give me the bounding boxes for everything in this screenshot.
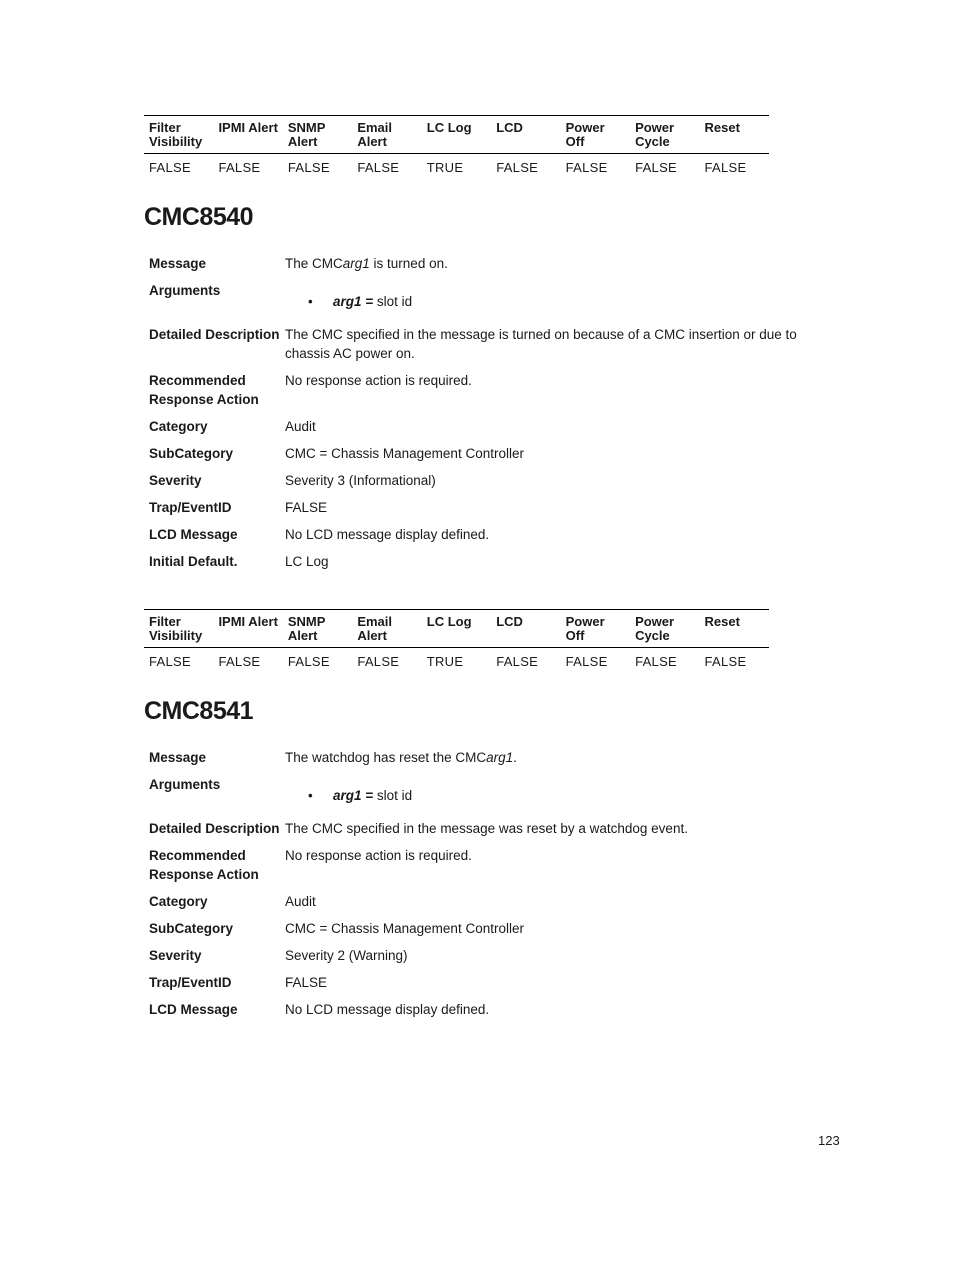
label-arguments: Arguments bbox=[149, 777, 221, 792]
cmc8541-trap-event-id: FALSE bbox=[285, 975, 328, 990]
cmc8541-lcd-message: No LCD message display defined. bbox=[285, 1002, 490, 1017]
value-lcd: FALSE bbox=[496, 654, 539, 669]
label-message: Message bbox=[149, 256, 207, 271]
label-recommended-response-action: Recommended Response Action bbox=[149, 848, 259, 882]
cmc8541-row-category bbox=[144, 892, 834, 919]
value-lcd: FALSE bbox=[496, 160, 539, 175]
label-category: Category bbox=[149, 419, 208, 434]
cmc8541-row-subcategory bbox=[144, 919, 834, 946]
value-ipmi-alert: FALSE bbox=[218, 160, 261, 175]
cmc8541-row-detailed-description bbox=[144, 819, 834, 846]
header-power-cycle: Power Cycle bbox=[630, 610, 699, 648]
value-snmp-alert: FALSE bbox=[287, 654, 330, 669]
label-message: Message bbox=[149, 750, 207, 765]
cmc8541-detailed-description: The CMC specified in the message was reset by a watchdog event. bbox=[285, 821, 688, 836]
bullet-icon: • bbox=[308, 788, 313, 803]
filter-value-row bbox=[144, 648, 769, 671]
label-initial-default: Initial Default. bbox=[149, 554, 238, 569]
header-reset: Reset bbox=[700, 610, 770, 648]
cmc8540-message bbox=[280, 254, 834, 281]
cmc8540-lcd-message: No LCD message display defined. bbox=[285, 527, 490, 542]
cmc8540-recommended-response-action: No response action is required. bbox=[285, 373, 472, 388]
cmc8540-detailed-description: The CMC specified in the message is turned on because of a CMC insertion or due to chassis AC power on. bbox=[285, 327, 797, 361]
label-category: Category bbox=[149, 894, 208, 909]
header-lcd: LCD bbox=[491, 610, 560, 648]
label-detailed-description: Detailed Description bbox=[149, 327, 280, 342]
value-ipmi-alert: FALSE bbox=[218, 654, 261, 669]
arg-desc: slot id bbox=[373, 294, 413, 309]
cmc8541-message bbox=[280, 748, 834, 775]
cmc8540-row-subcategory bbox=[144, 444, 834, 471]
cmc8540-filter-table bbox=[144, 609, 769, 670]
header-snmp-alert: SNMP Alert bbox=[283, 116, 352, 154]
arg-desc: slot id bbox=[373, 788, 413, 803]
message-prefix: The CMC bbox=[285, 256, 343, 271]
header-lcd: LCD bbox=[491, 116, 560, 154]
value-filter-visibility: FALSE bbox=[149, 160, 191, 175]
header-filter-visibility: Filter Visibility bbox=[144, 116, 213, 154]
filter-header-row bbox=[144, 610, 769, 648]
cmc8540-argument-item bbox=[285, 292, 834, 311]
cmc8540-row-initial-default bbox=[144, 552, 834, 579]
label-arguments: Arguments bbox=[149, 283, 221, 298]
label-subcategory: SubCategory bbox=[149, 446, 234, 461]
value-email-alert: FALSE bbox=[357, 160, 400, 175]
cmc8540-row-message bbox=[144, 254, 834, 281]
value-power-off: FALSE bbox=[565, 160, 608, 175]
cmc8540-subcategory: CMC = Chassis Management Controller bbox=[285, 446, 524, 461]
cmc8540-title: CMC8540 bbox=[144, 203, 254, 231]
header-power-cycle: Power Cycle bbox=[630, 116, 699, 154]
cmc8540-row-arguments bbox=[144, 281, 834, 325]
header-snmp-alert: SNMP Alert bbox=[283, 610, 352, 648]
value-snmp-alert: FALSE bbox=[287, 160, 330, 175]
cmc8541-subcategory: CMC = Chassis Management Controller bbox=[285, 921, 524, 936]
cmc8541-details bbox=[144, 748, 834, 1027]
message-arg: arg1 bbox=[486, 750, 514, 765]
message-arg: arg1 bbox=[342, 256, 370, 271]
cmc8541-row-message bbox=[144, 748, 834, 775]
value-lc-log: TRUE bbox=[426, 160, 464, 175]
label-lcd-message: LCD Message bbox=[149, 1002, 238, 1017]
filter-header-row bbox=[144, 116, 769, 154]
cmc8541-row-lcd-message bbox=[144, 1000, 834, 1027]
cmc8541-argument-item bbox=[285, 786, 834, 805]
cmc8541-row-recommended-action bbox=[144, 846, 834, 892]
header-filter-visibility: Filter Visibility bbox=[144, 610, 213, 648]
message-suffix: is turned on. bbox=[369, 256, 448, 271]
arg-name: arg1 = bbox=[333, 788, 374, 803]
cmc8540-initial-default: LC Log bbox=[285, 554, 329, 569]
header-power-off: Power Off bbox=[561, 610, 630, 648]
cmc8541-severity: Severity 2 (Warning) bbox=[285, 948, 408, 963]
cmc8540-category: Audit bbox=[285, 419, 316, 434]
top-filter-table bbox=[144, 115, 769, 176]
value-filter-visibility: FALSE bbox=[149, 654, 191, 669]
cmc8541-category: Audit bbox=[285, 894, 316, 909]
label-detailed-description: Detailed Description bbox=[149, 821, 280, 836]
cmc8540-row-severity bbox=[144, 471, 834, 498]
cmc8540-row-lcd-message bbox=[144, 525, 834, 552]
cmc8541-row-arguments bbox=[144, 775, 834, 819]
header-ipmi-alert: IPMI Alert bbox=[213, 116, 282, 154]
page-number: 123 bbox=[818, 1133, 840, 1148]
label-lcd-message: LCD Message bbox=[149, 527, 238, 542]
message-prefix: The watchdog has reset the CMC bbox=[285, 750, 487, 765]
header-lc-log: LC Log bbox=[422, 610, 491, 648]
value-power-off: FALSE bbox=[565, 654, 608, 669]
cmc8541-row-trap-event-id bbox=[144, 973, 834, 1000]
filter-value-row bbox=[144, 154, 769, 177]
label-severity: Severity bbox=[149, 948, 202, 963]
header-lc-log: LC Log bbox=[422, 116, 491, 154]
cmc8541-recommended-response-action: No response action is required. bbox=[285, 848, 472, 863]
value-power-cycle: FALSE bbox=[635, 160, 678, 175]
value-email-alert: FALSE bbox=[357, 654, 400, 669]
value-lc-log: TRUE bbox=[426, 654, 464, 669]
label-trap-event-id: Trap/EventID bbox=[149, 500, 232, 515]
cmc8540-severity: Severity 3 (Informational) bbox=[285, 473, 436, 488]
header-reset: Reset bbox=[700, 116, 770, 154]
header-email-alert: Email Alert bbox=[352, 116, 421, 154]
label-subcategory: SubCategory bbox=[149, 921, 234, 936]
cmc8540-row-detailed-description bbox=[144, 325, 834, 371]
label-trap-event-id: Trap/EventID bbox=[149, 975, 232, 990]
bullet-icon: • bbox=[308, 294, 313, 309]
cmc8540-trap-event-id: FALSE bbox=[285, 500, 328, 515]
value-reset: FALSE bbox=[704, 654, 747, 669]
cmc8540-details bbox=[144, 254, 834, 579]
value-power-cycle: FALSE bbox=[635, 654, 678, 669]
arg-name: arg1 = bbox=[333, 294, 374, 309]
header-ipmi-alert: IPMI Alert bbox=[213, 610, 282, 648]
message-suffix: . bbox=[513, 750, 517, 765]
cmc8540-row-trap-event-id bbox=[144, 498, 834, 525]
cmc8541-title: CMC8541 bbox=[144, 697, 254, 725]
value-reset: FALSE bbox=[704, 160, 747, 175]
header-email-alert: Email Alert bbox=[352, 610, 421, 648]
cmc8541-row-severity bbox=[144, 946, 834, 973]
header-power-off: Power Off bbox=[561, 116, 630, 154]
cmc8540-row-category bbox=[144, 417, 834, 444]
label-severity: Severity bbox=[149, 473, 202, 488]
cmc8540-row-recommended-action bbox=[144, 371, 834, 417]
label-recommended-response-action: Recommended Response Action bbox=[149, 373, 259, 407]
